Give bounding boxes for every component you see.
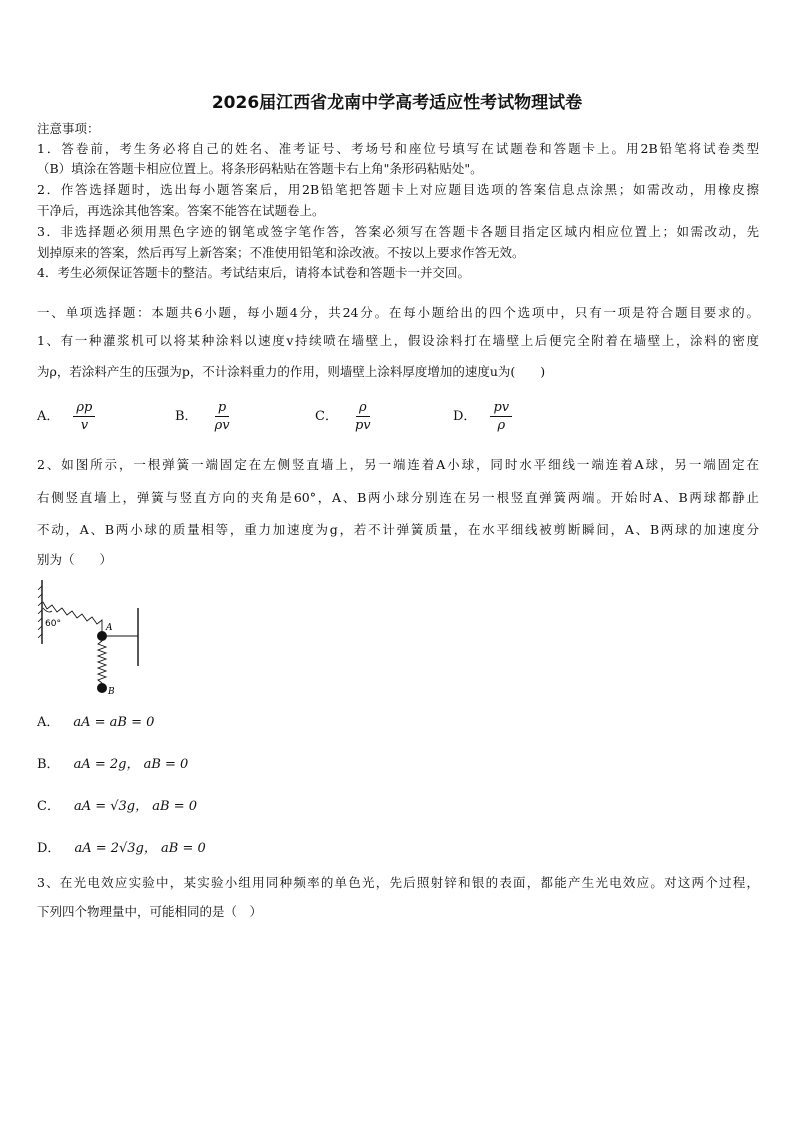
section-heading: 一、单项选择题：本题共6小题，每小题4分，共24分。在每小题给出的四个选项中，只有一项是符合题目要求的。 (37, 305, 759, 320)
notice-line: 4．考生必须保证答题卡的整洁。考试结束后，请将本试卷和答题卡一并交回。 (37, 265, 470, 280)
notice-line: 2．作答选择题时，选出每小题答案后，用2B铅笔把答题卡上对应题目选项的答案信息点涂黑；如需改动，用橡皮擦 (37, 182, 759, 197)
ball-b-label: B (108, 687, 115, 697)
question-3-text: 下列四个物理量中，可能相同的是（ ） (37, 904, 263, 919)
question-2-text: 不动，A、B两小球的质量相等，重力加速度为g，若不计弹簧质量，在水平细线被剪断瞬间，A、B两球的加速度分 (37, 522, 759, 537)
option-label: A． (37, 409, 60, 424)
option-label: B． (37, 757, 60, 772)
numerator: ρp (73, 400, 95, 417)
numerator: p (215, 400, 229, 417)
page-title: 2026届江西省龙南中学高考适应性考试物理试卷 (211, 93, 583, 113)
numerator: pv (490, 400, 512, 417)
numerator: ρ (356, 400, 370, 417)
option-expression: aA = aB = 0 (73, 715, 155, 730)
q1-option-d (453, 400, 512, 433)
fraction (490, 400, 512, 433)
q2-option-b (37, 753, 188, 772)
q2-option-a (37, 711, 154, 730)
option-label: D． (37, 841, 61, 856)
notice-line: 划掉原来的答案，然后再写上新答案；不准使用铅笔和涂改液。不按以上要求作答无效。 (37, 245, 525, 260)
question-1-text: 为ρ，若涂料产生的压强为p，不计涂料重力的作用，则墙壁上涂料厚度增加的速度u为( ) (37, 364, 546, 379)
denominator: ρv (214, 418, 230, 433)
q1-option-a (37, 400, 95, 433)
question-2-text: 右侧竖直墙上，弹簧与竖直方向的夹角是60°，A、B两小球分别连在另一根竖直弹簧两端。开始时A、B两球都静止 (37, 490, 759, 505)
question-2-text: 2、如图所示，一根弹簧一端固定在左侧竖直墙上，另一端连着A小球，同时水平细线一端连着A球，另一端固定在 (37, 457, 759, 472)
denominator: v (80, 418, 89, 433)
notice-line: 1．答卷前，考生务必将自己的姓名、准考证号、考场号和座位号填写在试题卷和答题卡上。用2B铅笔将试卷类型 (37, 141, 759, 156)
spring-lower (98, 641, 106, 683)
question-2-text: 别为（ ） (37, 552, 113, 567)
option-label: A． (37, 715, 60, 730)
question-1-text: 1、有一种灌浆机可以将某种涂料以速度v持续喷在墙壁上，假设涂料打在墙壁上后便完全附着在墙壁上，涂料的密度 (37, 333, 759, 348)
option-expression: aA = √3g， aB = 0 (73, 799, 197, 814)
option-expression: aA = 2√3g， aB = 0 (74, 841, 206, 856)
ball-a-label: A (106, 623, 113, 633)
angle-label: 60° (45, 619, 61, 629)
q2-option-d (37, 837, 206, 856)
notice-line: 3．非选择题必须用黑色字迹的钢笔或签字笔作答，答案必须写在答题卡各题目指定区域内相应位置上；如需改动，先 (37, 224, 759, 239)
q2-option-c (37, 795, 197, 814)
q1-option-b (175, 400, 233, 433)
fraction (212, 400, 233, 433)
option-label: D． (453, 409, 477, 424)
option-expression: aA = 2g， aB = 0 (73, 757, 189, 772)
notice-line: （B）填涂在答题卡相应位置上。将条形码粘贴在答题卡右上角"条形码粘贴处"。 (37, 161, 483, 176)
option-label: C． (37, 799, 60, 814)
denominator: pv (354, 418, 371, 433)
denominator: ρ (497, 418, 506, 433)
notice-line: 干净后，再选涂其他答案。答案不能答在试题卷上。 (37, 203, 325, 218)
notice-heading: 注意事项： (37, 121, 100, 136)
ball-b (97, 683, 107, 693)
q1-option-c (315, 400, 374, 433)
option-label: C． (315, 409, 338, 424)
question-3-text: 3、在光电效应实验中，某实验小组用同种频率的单色光，先后照射锌和银的表面，都能产生光电效应。对这两个过程， (37, 875, 759, 890)
fraction (73, 400, 95, 433)
fraction (352, 400, 374, 433)
option-label: B． (175, 409, 198, 424)
spring-ball-figure (38, 578, 148, 700)
